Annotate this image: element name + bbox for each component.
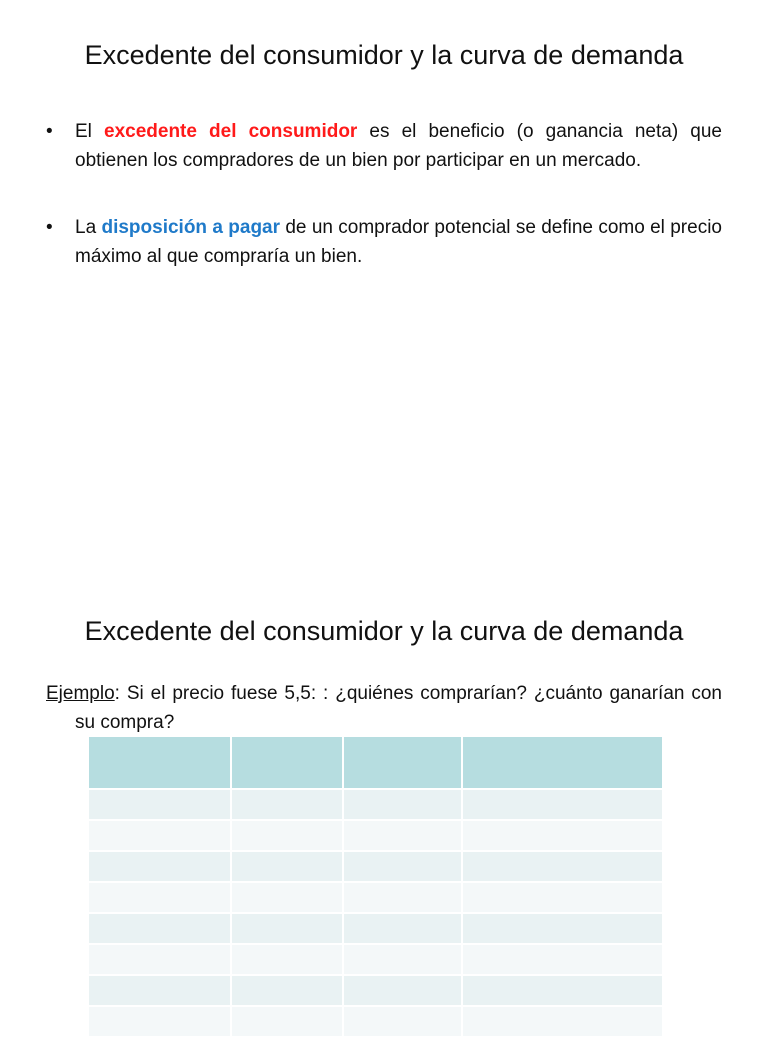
table-header-cell	[343, 736, 462, 789]
slide-2	[0, 576, 768, 1024]
table-cell	[462, 820, 663, 851]
table-row	[88, 1006, 663, 1037]
table-cell	[462, 1006, 663, 1037]
bullet-willingness-to-pay	[46, 213, 722, 271]
highlight-consumer-surplus: excedente del consumidor	[104, 121, 358, 142]
table-row	[88, 851, 663, 882]
table-cell	[88, 820, 231, 851]
table-cell	[462, 944, 663, 975]
table-cell	[343, 1006, 462, 1037]
table-cell	[343, 944, 462, 975]
bullet-marker: •	[46, 217, 53, 238]
table-cell	[462, 913, 663, 944]
example-label: Ejemplo	[46, 683, 115, 704]
bullet-marker: •	[46, 121, 53, 142]
table-cell	[343, 975, 462, 1006]
table-cell	[231, 975, 343, 1006]
table-header-cell	[88, 736, 231, 789]
bullet-text-pre: El	[75, 121, 104, 142]
table-row	[88, 944, 663, 975]
table-cell	[88, 851, 231, 882]
table-row	[88, 789, 663, 820]
table-row	[88, 820, 663, 851]
highlight-willingness-to-pay: disposición a pagar	[101, 217, 281, 238]
table-cell	[462, 882, 663, 913]
table-header-cell	[462, 736, 663, 789]
table-row	[88, 913, 663, 944]
bullet-text	[75, 213, 722, 271]
bullet-text	[75, 117, 722, 175]
table-cell	[231, 851, 343, 882]
table-cell	[231, 944, 343, 975]
slide-1-title: Excedente del consumidor y la curva de demanda	[84, 40, 684, 70]
table-cell	[343, 913, 462, 944]
table-cell	[462, 975, 663, 1006]
table-cell	[343, 882, 462, 913]
table-cell	[88, 789, 231, 820]
table-cell	[88, 975, 231, 1006]
bullet-consumer-surplus	[46, 117, 722, 175]
table-cell	[88, 944, 231, 975]
bullet-text-pre: La	[75, 217, 102, 238]
table-row	[88, 975, 663, 1006]
example-paragraph	[46, 679, 722, 737]
table-cell	[343, 789, 462, 820]
table-cell	[231, 789, 343, 820]
slide-2-title: Excedente del consumidor y la curva de demanda	[84, 616, 684, 646]
table-cell	[231, 913, 343, 944]
table-cell	[88, 913, 231, 944]
buyers-table	[87, 735, 664, 1038]
table-header-row	[88, 736, 663, 789]
table-cell	[462, 789, 663, 820]
table-cell	[88, 882, 231, 913]
table-cell	[343, 851, 462, 882]
table-cell	[231, 820, 343, 851]
table-cell	[231, 1006, 343, 1037]
table-cell	[343, 820, 462, 851]
example-text: : Si el precio fuese 5,5: : ¿quiénes comprarían? ¿cuánto ganarían con su compra?	[75, 683, 722, 733]
table-cell	[462, 851, 663, 882]
bullet-text-post: de un comprador potencial se define como el precio máximo al que compraría un bien.	[75, 217, 722, 267]
table-header-cell	[231, 736, 343, 789]
table-cell	[88, 1006, 231, 1037]
table-row	[88, 882, 663, 913]
table-cell	[231, 882, 343, 913]
bullet-text-post: es el beneficio (o ganancia neta) que obtienen los compradores de un bien por participar en un mercado.	[75, 121, 722, 171]
